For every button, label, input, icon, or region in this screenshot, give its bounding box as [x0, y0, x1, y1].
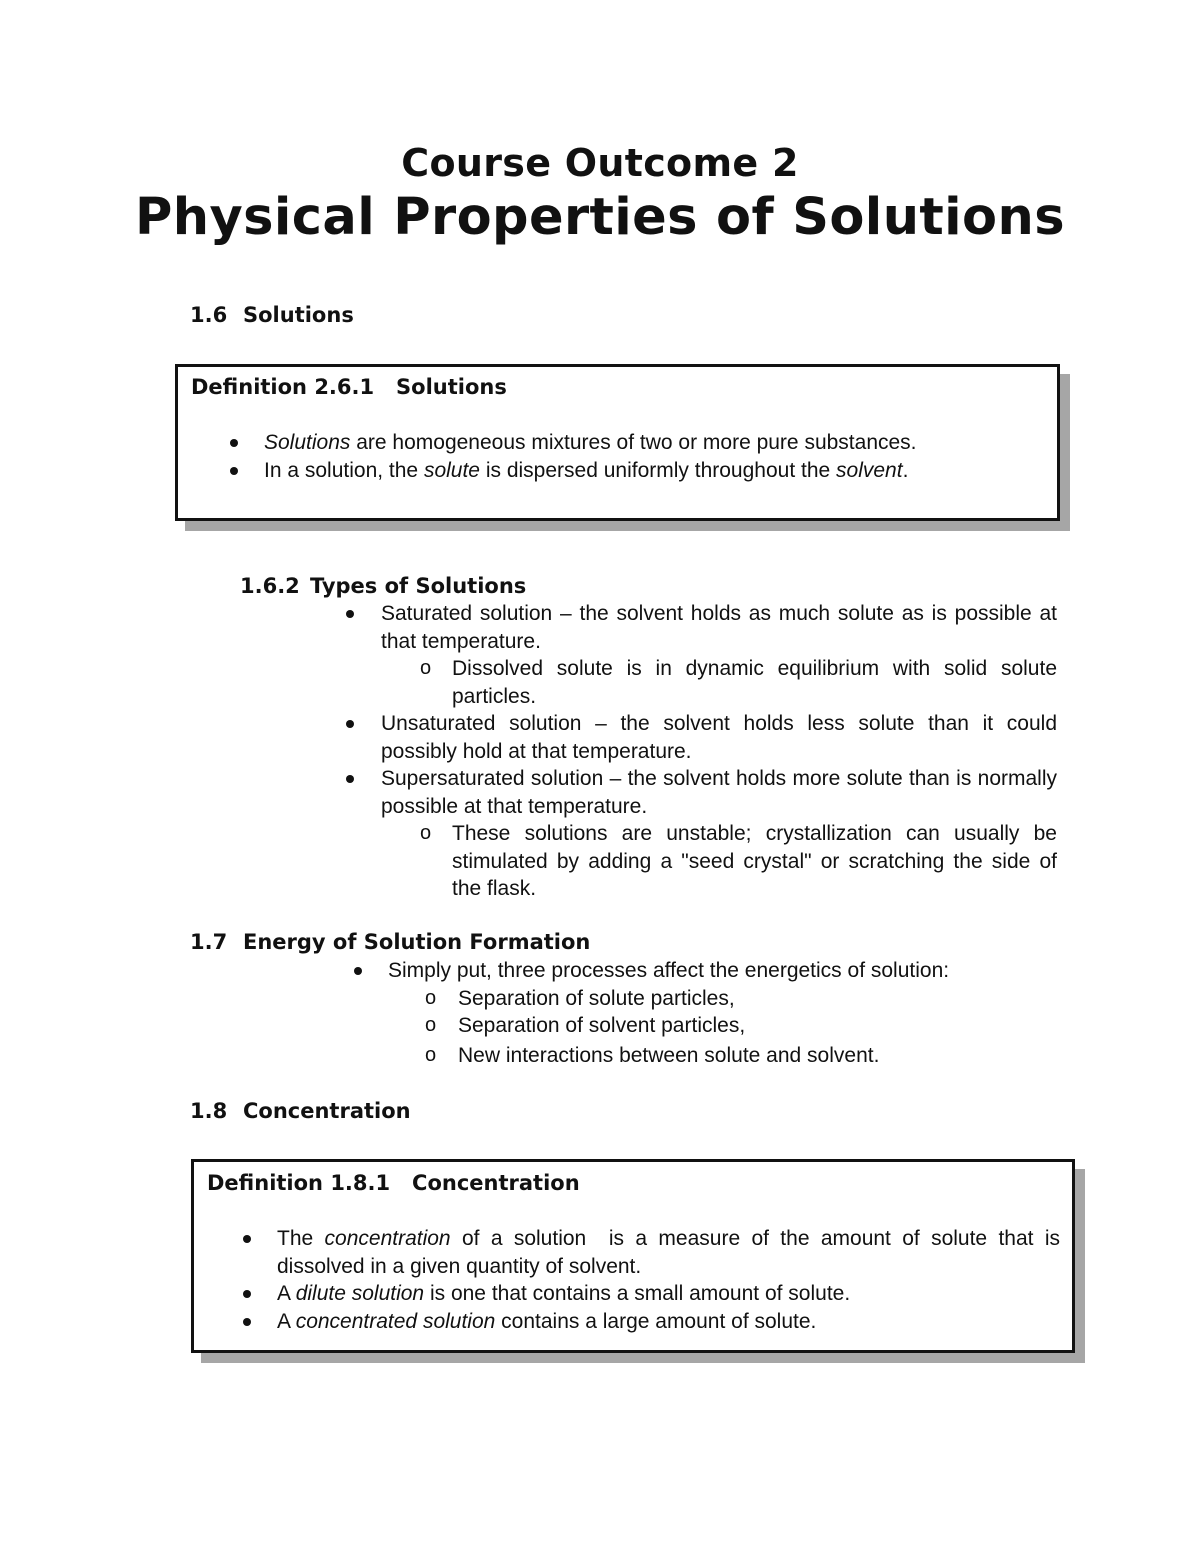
section-heading-1-8 — [190, 1099, 411, 1123]
bullet-text: A — [277, 1309, 296, 1333]
sub-list-item — [452, 655, 1057, 710]
bullet-text: are homogeneous mixtures of two or more pure substances. — [350, 431, 917, 454]
sub-list-item: o New interactions between solute and solvent. — [458, 1042, 1068, 1070]
section-number: 1.6 — [190, 303, 228, 327]
definition-box-concentration — [191, 1159, 1075, 1353]
term-concentration: concentration — [324, 1227, 451, 1250]
page-title: Physical Properties of Solutions — [135, 188, 1065, 247]
bullet-text: is dispersed uniformly throughout the — [480, 458, 837, 482]
bullet-text: contains a large amount of solute. — [495, 1309, 817, 1333]
list-item — [277, 1308, 1060, 1336]
sub-bullet-text: o Dissolved solute is in dynamic equilibrium with solid solute particles. — [452, 657, 1057, 708]
section-heading-1-6-2 — [240, 574, 526, 598]
definition-label: Definition 2.6.1 Solutions — [191, 375, 507, 399]
term-concentrated-solution: concentrated solution — [295, 1309, 496, 1333]
bullet-text: is one that contains a small amount of solute. — [424, 1282, 851, 1305]
bullet-text: Simply put, three processes affect the energetics of solution: — [388, 959, 950, 982]
term-dilute-solution: dilute solution — [295, 1282, 425, 1305]
sub-list-item — [452, 820, 1057, 903]
definition-bullet-list — [264, 429, 1044, 484]
list-item — [277, 1280, 1060, 1308]
sub-list — [452, 655, 1057, 710]
bullet-text: Unsaturated solution – the solvent holds less solute than it could possibly hold at that temperature. — [381, 712, 1057, 763]
list-item — [277, 1225, 1066, 1280]
term-solvent: solvent — [836, 458, 903, 482]
bullet-text: . — [902, 458, 909, 482]
list-item — [381, 765, 1057, 903]
section-title: Concentration — [243, 1099, 411, 1123]
section-title: Types of Solutions — [310, 574, 527, 598]
list-item — [264, 457, 1044, 485]
sub-list — [458, 985, 1068, 1070]
list-item — [388, 957, 1068, 1069]
types-of-solutions-list — [381, 600, 1057, 903]
bullet-text: of a solution is a measure of the amount of solute that is dissolved in a given quantity of solvent. — [277, 1227, 1066, 1278]
sub-list-item: o Separation of solute particles, — [458, 985, 1068, 1013]
course-outcome-heading: Course Outcome 2 — [401, 141, 799, 185]
section-title: Energy of Solution Formation — [243, 930, 591, 954]
section-title: Solutions — [243, 303, 354, 327]
sub-list — [452, 820, 1057, 903]
list-item — [381, 600, 1057, 710]
definition-label: Definition 1.8.1 Concentration — [207, 1171, 580, 1195]
bullet-text: In a solution, the — [264, 458, 424, 482]
section-number: 1.7 — [190, 930, 228, 954]
sub-bullet-text: o These solutions are unstable; crystallization can usually be stimulated by adding a "seed crystal" or scratching the side of the flask. — [452, 822, 1057, 900]
definition-bullet-list — [277, 1225, 1066, 1335]
list-item — [381, 710, 1057, 765]
section-number: 1.6.2 — [240, 574, 300, 598]
list-item — [264, 429, 1044, 457]
term-solute: solute — [423, 458, 480, 482]
bullet-text: Supersaturated solution – the solvent holds more solute than is normally possible at that temperature. — [381, 767, 1057, 818]
section-heading-1-6 — [190, 303, 354, 327]
definition-box-solutions — [175, 364, 1060, 521]
bullet-text: Saturated solution – the solvent holds as much solute as is possible at that temperature. — [381, 602, 1057, 653]
section-heading-1-7 — [190, 930, 590, 954]
bullet-text: The — [277, 1227, 325, 1250]
energy-list — [388, 957, 1068, 1069]
sub-list-item: o Separation of solvent particles, — [458, 1012, 1068, 1040]
bullet-text: A — [277, 1282, 296, 1305]
term-solutions: Solutions — [264, 431, 351, 454]
section-number: 1.8 — [190, 1099, 228, 1123]
